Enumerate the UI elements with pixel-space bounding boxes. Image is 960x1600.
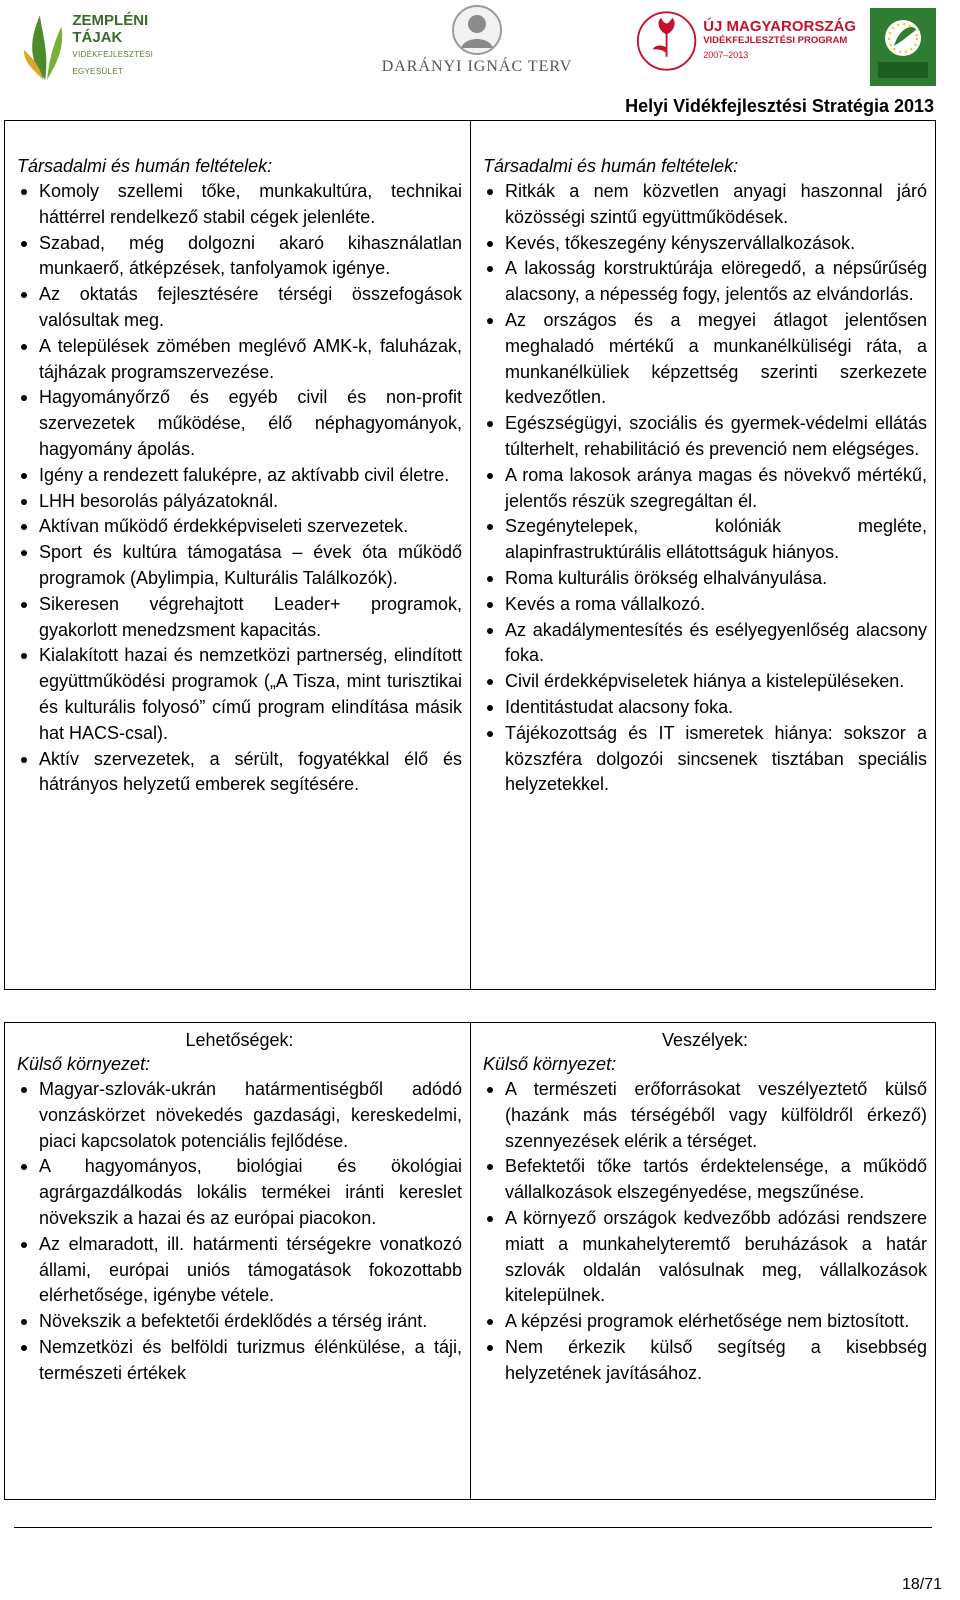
list-item: Szabad, még dolgozni akaró kihasználatlan munkaerő, átképzések, tanfolyamok igénye. [17,231,462,283]
section-title: Társadalmi és humán feltételek: [483,156,739,176]
weaknesses-cell [470,121,935,989]
opportunities-list [17,1077,462,1387]
list-item: Magyar-szlovák-ukrán határmentiségből adódó vonzáskörzet növekedés gazdasági, kereskedelmi, piaci kapcsolatok potenciális fejlődése. [17,1077,462,1154]
tulip-emblem-icon [636,8,697,74]
uj-logo-name: ÚJ MAGYARORSZÁG [703,18,856,35]
swot-internal-table [4,120,936,990]
list-item: Ritkák a nem közvetlen anyagi haszonnal járó közösségi szintű együttműködések. [483,179,927,231]
threats-cell [470,1023,935,1499]
list-item: Sikeresen végrehajtott Leader+ programok, gyakorlott menedzsment kapacitás. [17,592,462,644]
list-item: A hagyományos, biológiai és ökológiai agrárgazdálkodás lokális termékei iránti kereslet növekszik a hazai és az európai piacokon. [17,1154,462,1231]
list-item: Az oktatás fejlesztésére térségi összefogások valósultak meg. [17,282,462,334]
daranyi-logo-name: DARÁNYI IGNÁC TERV [381,58,573,75]
list-item: Igény a rendezett faluképre, az aktívabb civil életre. [17,463,462,489]
list-item: A képzési programok elérhetősége nem biztosított. [483,1309,927,1335]
list-item: A roma lakosok aránya magas és növekvő mértékű, jelentős részük szegregáltan él. [483,463,927,515]
list-item: A települések zömében meglévő AMK-k, faluházak, tájházak programszervezése. [17,334,462,386]
opportunities-cell [5,1023,470,1499]
section-title: Társadalmi és humán feltételek: [17,156,273,176]
opportunities-heading: Lehetőségek: [185,1030,294,1050]
list-item: Civil érdekképviseletek hiánya a kistelepüléseken. [483,669,927,695]
page-number: 18/71 [901,1576,942,1593]
threats-heading: Veszélyek: [661,1030,749,1050]
uj-magyarorszag-logo [636,6,856,76]
threats-list [483,1077,927,1387]
list-item: Kevés, tőkeszegény kényszervállalkozások. [483,231,927,257]
list-item: Az akadálymentesítés és esélyegyenlőség alacsony foka. [483,618,927,670]
section-title: Külső környezet: [17,1054,151,1074]
zempleni-tajak-logo [22,4,192,88]
list-item: Egészségügyi, szociális és gyermek-védelmi ellátás túlterhelt, rehabilitáció és prevenció nem elégséges. [483,411,927,463]
section-title: Külső környezet: [483,1054,617,1074]
strengths-cell [5,121,470,989]
list-item: Növekszik a befektetői érdeklődés a térség iránt. [17,1309,462,1335]
zempleni-leaf-icon [22,6,68,86]
daranyi-ignac-terv-logo [381,4,573,82]
list-item: Kialakított hazai és nemzetközi partnerség, elindított együttműködési programok („A Tisza, mint turisztikai és kulturális folyosó” című program elindítása másik hat HACS-csal). [17,643,462,746]
list-item: A természeti erőforrásokat veszélyeztető külső (hazánk más térségéből vagy külföldről érkező) szennyezések elérik a térséget. [483,1077,927,1154]
list-item: Komoly szellemi tőke, munkakultúra, technikai háttérrel rendelkező stabil cégek jelenléte. [17,179,462,231]
list-item: Roma kulturális örökség elhalványulása. [483,566,927,592]
uj-logo-sub: VIDÉKFEJLESZTÉSI PROGRAM [703,35,848,46]
list-item: Nem érkezik külső segítség a kisebbség helyzetének javításához. [483,1335,927,1387]
swot-external-table [4,1022,936,1500]
list-item: Az országos és a megyei átlagot jelentősen meghaladó mértékű a munkanélküliségi ráta, a munkanélküliek képzettség szerinti szerkezete kedvezőtlen. [483,308,927,411]
list-item: Szegénytelepek, kolóniák megléte, alapinfrastruktúrális ellátottságuk hiányos. [483,514,927,566]
strengths-list [17,179,462,798]
list-item: LHH besorolás pályázatoknál. [17,489,462,515]
list-item: Aktívan működő érdekképviseleti szervezetek. [17,514,462,540]
zempleni-logo-name: ZEMPLÉNI TÁJAK [72,12,149,46]
footer-divider [14,1527,932,1528]
portrait-medallion-icon [449,4,505,56]
list-item: Identitástudat alacsony foka. [483,695,927,721]
document-title: Helyi Vidékfejlesztési Stratégia 2013 [625,96,934,116]
list-item: Sport és kultúra támogatása – évek óta működő programok (Abylimpia, Kulturális Találkozók). [17,540,462,592]
weaknesses-list [483,179,927,798]
uj-logo-years: 2007–2013 [703,50,749,60]
list-item: Hagyományőrző és egyéb civil és non-profit szervezetek működése, élő néphagyományok, hagyomány ápolás. [17,385,462,462]
page-header [0,0,960,120]
leader-logo [870,8,936,86]
list-item: Befektetői tőke tartós érdektelensége, a működő vállalkozások elszegényedése, megszűnése. [483,1154,927,1206]
list-item: Aktív szervezetek, a sérült, fogyatékkal élő és hátrányos helyzetű emberek segítésére. [17,747,462,799]
list-item: Tájékozottság és IT ismeretek hiánya: sokszor a közszféra dolgozói sincsenek tisztában speciális helyzetekkel. [483,721,927,798]
list-item: Nemzetközi és belföldi turizmus élénkülése, a táji, természeti értékek [17,1335,462,1387]
list-item: A lakosság korstruktúrája elöregedő, a népsűrűség alacsony, a népesség fogy, jelentős az elvándorlás. [483,256,927,308]
list-item: Az elmaradott, ill. határmenti térségekre vonatkozó állami, európai uniós támogatások fokozottabb elérhetősége, igénybe vétele. [17,1232,462,1309]
list-item: Kevés a roma vállalkozó. [483,592,927,618]
leader-icon [870,8,936,86]
zempleni-logo-sub: VIDÉKFEJLESZTÉSI EGYESÜLET [72,50,154,76]
list-item: A környező országok kedvezőbb adózási rendszere miatt a munkahelyteremtő beruházások a határ szlovák oldalán valósulnak meg, vállalkozások kitelepülnek. [483,1206,927,1309]
